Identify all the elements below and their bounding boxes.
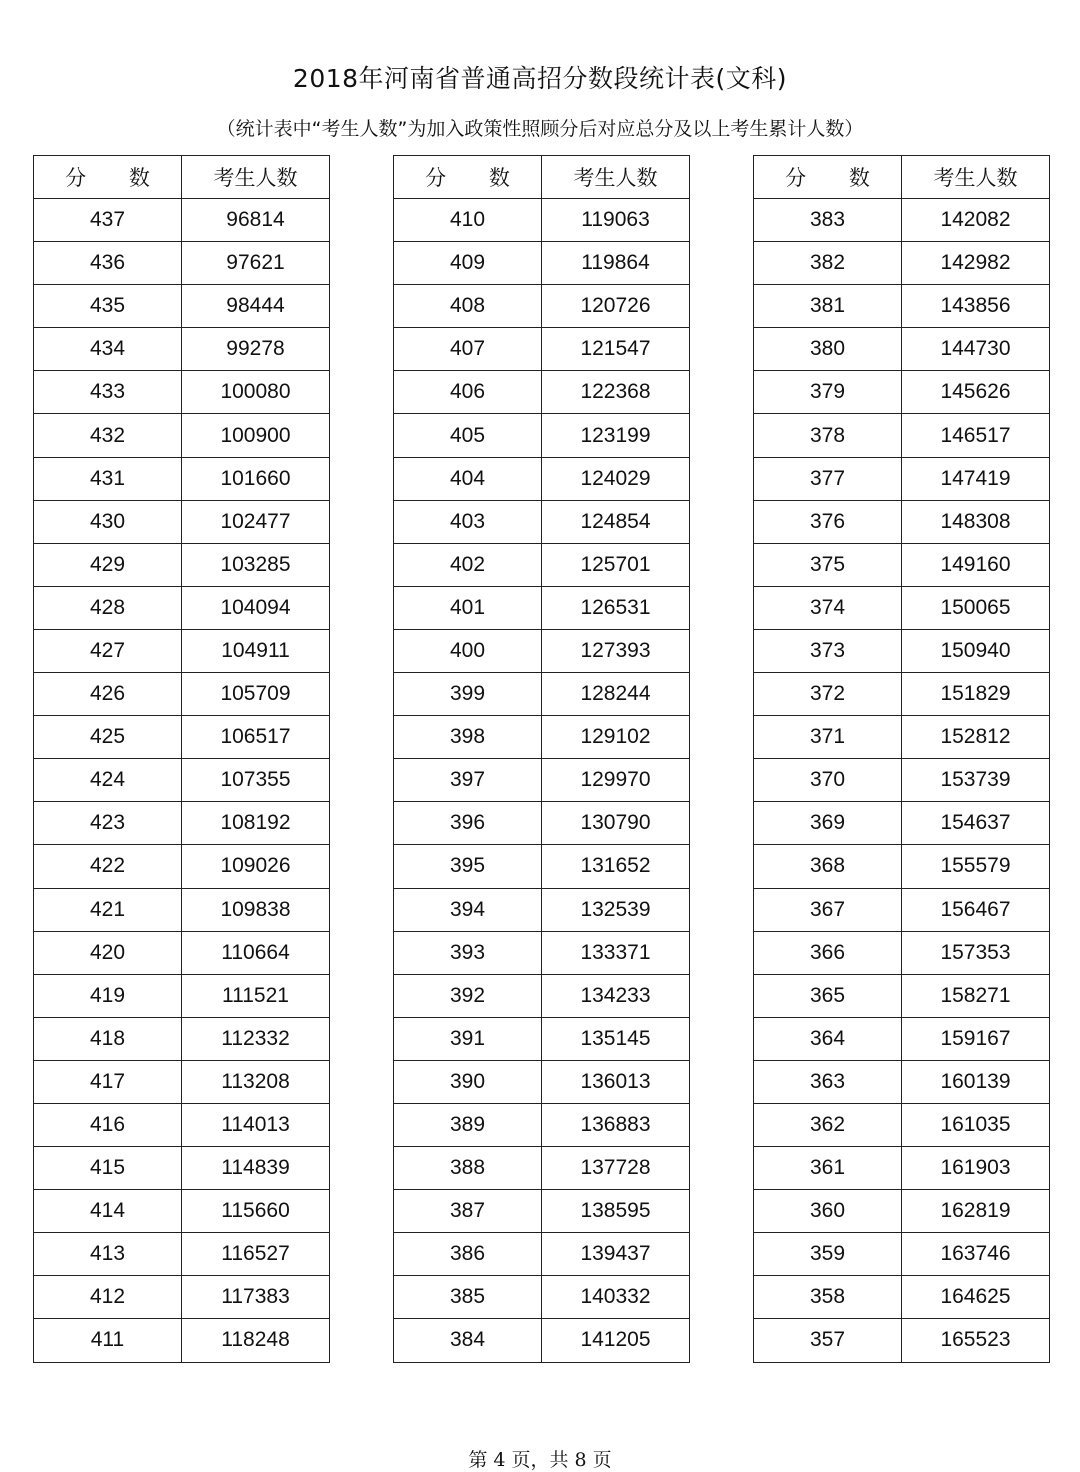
count-cell: 119864 — [542, 242, 690, 285]
table-row — [754, 586, 1050, 629]
count-cell: 150065 — [902, 586, 1050, 629]
score-cell: 370 — [754, 759, 902, 802]
table-row — [754, 1103, 1050, 1146]
score-cell: 428 — [34, 586, 182, 629]
count-cell: 135145 — [542, 1017, 690, 1060]
score-cell: 424 — [34, 759, 182, 802]
table-row — [754, 716, 1050, 759]
count-cell: 133371 — [542, 931, 690, 974]
score-cell: 383 — [754, 199, 902, 242]
count-cell: 120726 — [542, 285, 690, 328]
score-table-2 — [393, 155, 690, 1363]
table-row — [754, 931, 1050, 974]
table-row — [754, 328, 1050, 371]
count-cell: 138595 — [542, 1190, 690, 1233]
count-cell: 153739 — [902, 759, 1050, 802]
table-row — [394, 500, 690, 543]
table-row — [394, 586, 690, 629]
table-row — [394, 457, 690, 500]
table-row — [34, 543, 330, 586]
score-cell: 378 — [754, 414, 902, 457]
table-row — [34, 802, 330, 845]
table-body — [754, 199, 1050, 1363]
table-header-row — [34, 156, 330, 199]
score-cell: 400 — [394, 629, 542, 672]
table-row — [34, 1147, 330, 1190]
score-cell: 432 — [34, 414, 182, 457]
table-row — [34, 1190, 330, 1233]
table-row — [394, 716, 690, 759]
score-cell: 410 — [394, 199, 542, 242]
count-cell: 136883 — [542, 1103, 690, 1146]
table-row — [754, 629, 1050, 672]
score-cell: 358 — [754, 1276, 902, 1319]
score-cell: 372 — [754, 673, 902, 716]
count-cell: 124854 — [542, 500, 690, 543]
table-row — [754, 1190, 1050, 1233]
count-cell: 114013 — [182, 1103, 330, 1146]
score-cell: 360 — [754, 1190, 902, 1233]
score-cell: 374 — [754, 586, 902, 629]
count-cell: 118248 — [182, 1319, 330, 1362]
score-cell: 375 — [754, 543, 902, 586]
count-cell: 121547 — [542, 328, 690, 371]
table-row — [754, 371, 1050, 414]
score-cell: 387 — [394, 1190, 542, 1233]
table-row — [34, 1060, 330, 1103]
count-cell: 96814 — [182, 199, 330, 242]
count-cell: 146517 — [902, 414, 1050, 457]
table-row — [34, 1233, 330, 1276]
table-row — [394, 629, 690, 672]
score-cell: 431 — [34, 457, 182, 500]
count-cell: 142982 — [902, 242, 1050, 285]
table-body — [394, 199, 690, 1363]
count-cell: 123199 — [542, 414, 690, 457]
count-column-header: 考生人数 — [902, 156, 1050, 199]
count-cell: 134233 — [542, 974, 690, 1017]
table-row — [394, 328, 690, 371]
count-column-header: 考生人数 — [542, 156, 690, 199]
table-row — [754, 802, 1050, 845]
score-cell: 426 — [34, 673, 182, 716]
count-cell: 159167 — [902, 1017, 1050, 1060]
count-cell: 112332 — [182, 1017, 330, 1060]
count-cell: 100080 — [182, 371, 330, 414]
count-cell: 151829 — [902, 673, 1050, 716]
score-cell: 418 — [34, 1017, 182, 1060]
table-row — [754, 974, 1050, 1017]
score-cell: 433 — [34, 371, 182, 414]
count-cell: 139437 — [542, 1233, 690, 1276]
count-cell: 161035 — [902, 1103, 1050, 1146]
table-row — [754, 414, 1050, 457]
table-row — [754, 199, 1050, 242]
score-cell: 392 — [394, 974, 542, 1017]
count-cell: 119063 — [542, 199, 690, 242]
count-cell: 129970 — [542, 759, 690, 802]
table-header-row — [754, 156, 1050, 199]
count-cell: 99278 — [182, 328, 330, 371]
count-cell: 104094 — [182, 586, 330, 629]
table-row — [394, 1233, 690, 1276]
table-row — [34, 1319, 330, 1362]
table-row — [34, 1103, 330, 1146]
score-cell: 369 — [754, 802, 902, 845]
count-cell: 157353 — [902, 931, 1050, 974]
count-cell: 100900 — [182, 414, 330, 457]
count-cell: 113208 — [182, 1060, 330, 1103]
score-cell: 397 — [394, 759, 542, 802]
count-cell: 143856 — [902, 285, 1050, 328]
table-row — [754, 759, 1050, 802]
score-cell: 401 — [394, 586, 542, 629]
count-cell: 136013 — [542, 1060, 690, 1103]
score-cell: 411 — [34, 1319, 182, 1362]
count-cell: 129102 — [542, 716, 690, 759]
score-cell: 393 — [394, 931, 542, 974]
count-column-header: 考生人数 — [182, 156, 330, 199]
page-footer: 第 4 页，共 8 页 — [468, 1449, 612, 1471]
table-row — [394, 802, 690, 845]
score-cell: 395 — [394, 845, 542, 888]
score-cell: 373 — [754, 629, 902, 672]
score-column-header: 分 数 — [394, 156, 542, 199]
count-cell: 98444 — [182, 285, 330, 328]
score-cell: 367 — [754, 888, 902, 931]
score-table-1 — [33, 155, 330, 1363]
score-cell: 381 — [754, 285, 902, 328]
score-cell: 368 — [754, 845, 902, 888]
count-cell: 161903 — [902, 1147, 1050, 1190]
score-cell: 376 — [754, 500, 902, 543]
count-cell: 101660 — [182, 457, 330, 500]
score-cell: 386 — [394, 1233, 542, 1276]
count-cell: 97621 — [182, 242, 330, 285]
table-row — [394, 285, 690, 328]
score-cell: 361 — [754, 1147, 902, 1190]
score-cell: 436 — [34, 242, 182, 285]
table-row — [34, 414, 330, 457]
table-row — [394, 371, 690, 414]
count-cell: 150940 — [902, 629, 1050, 672]
count-cell: 142082 — [902, 199, 1050, 242]
count-cell: 128244 — [542, 673, 690, 716]
count-cell: 164625 — [902, 1276, 1050, 1319]
score-cell: 422 — [34, 845, 182, 888]
score-cell: 384 — [394, 1319, 542, 1362]
score-cell: 417 — [34, 1060, 182, 1103]
table-row — [34, 1276, 330, 1319]
score-cell: 379 — [754, 371, 902, 414]
table-row — [34, 242, 330, 285]
table-row — [394, 1147, 690, 1190]
count-cell: 106517 — [182, 716, 330, 759]
count-cell: 111521 — [182, 974, 330, 1017]
score-cell: 396 — [394, 802, 542, 845]
score-cell: 425 — [34, 716, 182, 759]
document-title: 2018年河南省普通高招分数段统计表(文科) — [292, 64, 788, 93]
score-cell: 430 — [34, 500, 182, 543]
score-cell: 419 — [34, 974, 182, 1017]
table-row — [394, 1276, 690, 1319]
table-row — [754, 285, 1050, 328]
count-cell: 156467 — [902, 888, 1050, 931]
score-cell: 390 — [394, 1060, 542, 1103]
table-row — [34, 974, 330, 1017]
score-cell: 404 — [394, 457, 542, 500]
table-row — [394, 1060, 690, 1103]
count-cell: 165523 — [902, 1319, 1050, 1362]
table-row — [34, 716, 330, 759]
table-row — [34, 285, 330, 328]
table-row — [34, 845, 330, 888]
count-cell: 147419 — [902, 457, 1050, 500]
count-cell: 140332 — [542, 1276, 690, 1319]
table-row — [34, 457, 330, 500]
score-cell: 403 — [394, 500, 542, 543]
score-cell: 429 — [34, 543, 182, 586]
table-row — [34, 371, 330, 414]
table-row — [754, 1319, 1050, 1362]
score-cell: 394 — [394, 888, 542, 931]
count-cell: 144730 — [902, 328, 1050, 371]
score-cell: 363 — [754, 1060, 902, 1103]
count-cell: 154637 — [902, 802, 1050, 845]
score-table-3 — [753, 155, 1050, 1363]
table-row — [754, 543, 1050, 586]
document-subtitle: （统计表中“考生人数”为加入政策性照顾分后对应总分及以上考生累计人数） — [216, 118, 864, 140]
score-cell: 362 — [754, 1103, 902, 1146]
score-cell: 364 — [754, 1017, 902, 1060]
table-row — [34, 199, 330, 242]
count-cell: 131652 — [542, 845, 690, 888]
score-cell: 420 — [34, 931, 182, 974]
score-cell: 398 — [394, 716, 542, 759]
count-cell: 127393 — [542, 629, 690, 672]
count-cell: 137728 — [542, 1147, 690, 1190]
table-row — [394, 1017, 690, 1060]
count-cell: 158271 — [902, 974, 1050, 1017]
count-cell: 114839 — [182, 1147, 330, 1190]
count-cell: 130790 — [542, 802, 690, 845]
count-cell: 122368 — [542, 371, 690, 414]
count-cell: 107355 — [182, 759, 330, 802]
count-cell: 132539 — [542, 888, 690, 931]
score-cell: 434 — [34, 328, 182, 371]
table-row — [34, 673, 330, 716]
score-cell: 359 — [754, 1233, 902, 1276]
table-row — [754, 457, 1050, 500]
table-row — [34, 931, 330, 974]
score-cell: 385 — [394, 1276, 542, 1319]
table-row — [754, 1233, 1050, 1276]
count-cell: 145626 — [902, 371, 1050, 414]
table-row — [394, 845, 690, 888]
table-body — [34, 199, 330, 1363]
count-cell: 155579 — [902, 845, 1050, 888]
table-row — [394, 1190, 690, 1233]
table-row — [394, 888, 690, 931]
table-row — [754, 242, 1050, 285]
table-row — [34, 888, 330, 931]
score-cell: 399 — [394, 673, 542, 716]
score-cell: 405 — [394, 414, 542, 457]
count-cell: 115660 — [182, 1190, 330, 1233]
score-cell: 408 — [394, 285, 542, 328]
count-cell: 116527 — [182, 1233, 330, 1276]
score-cell: 406 — [394, 371, 542, 414]
count-cell: 152812 — [902, 716, 1050, 759]
table-row — [394, 414, 690, 457]
table-row — [754, 500, 1050, 543]
score-cell: 435 — [34, 285, 182, 328]
count-cell: 109838 — [182, 888, 330, 931]
count-cell: 141205 — [542, 1319, 690, 1362]
table-row — [34, 629, 330, 672]
table-row — [394, 931, 690, 974]
count-cell: 117383 — [182, 1276, 330, 1319]
score-cell: 423 — [34, 802, 182, 845]
table-header-row — [394, 156, 690, 199]
count-cell: 103285 — [182, 543, 330, 586]
score-cell: 407 — [394, 328, 542, 371]
table-row — [754, 845, 1050, 888]
score-cell: 377 — [754, 457, 902, 500]
count-cell: 105709 — [182, 673, 330, 716]
score-cell: 437 — [34, 199, 182, 242]
table-row — [394, 974, 690, 1017]
count-cell: 148308 — [902, 500, 1050, 543]
count-cell: 163746 — [902, 1233, 1050, 1276]
score-cell: 421 — [34, 888, 182, 931]
score-cell: 366 — [754, 931, 902, 974]
score-cell: 412 — [34, 1276, 182, 1319]
count-cell: 104911 — [182, 629, 330, 672]
score-cell: 380 — [754, 328, 902, 371]
table-row — [34, 586, 330, 629]
score-cell: 413 — [34, 1233, 182, 1276]
count-cell: 125701 — [542, 543, 690, 586]
score-cell: 409 — [394, 242, 542, 285]
table-row — [394, 759, 690, 802]
table-row — [394, 199, 690, 242]
table-row — [754, 1276, 1050, 1319]
table-row — [754, 888, 1050, 931]
table-row — [34, 759, 330, 802]
table-row — [754, 1060, 1050, 1103]
score-cell: 416 — [34, 1103, 182, 1146]
score-cell: 402 — [394, 543, 542, 586]
score-cell: 388 — [394, 1147, 542, 1190]
score-cell: 371 — [754, 716, 902, 759]
score-cell: 414 — [34, 1190, 182, 1233]
count-cell: 160139 — [902, 1060, 1050, 1103]
table-row — [34, 1017, 330, 1060]
score-cell: 391 — [394, 1017, 542, 1060]
count-cell: 110664 — [182, 931, 330, 974]
score-cell: 389 — [394, 1103, 542, 1146]
table-row — [754, 1017, 1050, 1060]
table-row — [754, 1147, 1050, 1190]
table-row — [754, 673, 1050, 716]
score-cell: 365 — [754, 974, 902, 1017]
count-cell: 149160 — [902, 543, 1050, 586]
table-row — [394, 543, 690, 586]
score-cell: 382 — [754, 242, 902, 285]
count-cell: 108192 — [182, 802, 330, 845]
score-column-header: 分 数 — [754, 156, 902, 199]
count-cell: 126531 — [542, 586, 690, 629]
count-cell: 102477 — [182, 500, 330, 543]
table-row — [394, 1103, 690, 1146]
count-cell: 124029 — [542, 457, 690, 500]
table-row — [34, 500, 330, 543]
count-cell: 162819 — [902, 1190, 1050, 1233]
count-cell: 109026 — [182, 845, 330, 888]
table-row — [394, 242, 690, 285]
score-cell: 415 — [34, 1147, 182, 1190]
score-cell: 357 — [754, 1319, 902, 1362]
score-cell: 427 — [34, 629, 182, 672]
score-column-header: 分 数 — [34, 156, 182, 199]
table-row — [394, 673, 690, 716]
table-row — [34, 328, 330, 371]
table-row — [394, 1319, 690, 1362]
